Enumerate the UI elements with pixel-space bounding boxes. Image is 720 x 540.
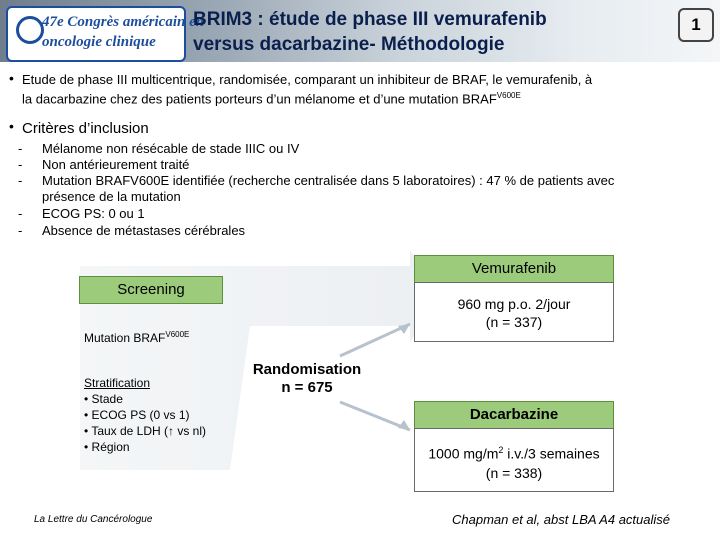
source-citation: Chapman et al, abst LBA A4 actualisé <box>452 512 670 527</box>
dacarbazine-n: (n = 338) <box>485 464 543 481</box>
dacarbazine-arm-box <box>414 428 614 492</box>
title-line-1: BRIM3 : étude de phase III vemurafenib <box>193 9 547 30</box>
arrow-to-vemurafenib <box>340 324 410 356</box>
dash-icon: - <box>18 173 23 188</box>
criterion-item: Non antérieurement traité <box>42 157 190 172</box>
criterion-item: Mutation BRAFV600E identifiée (recherche centralisée dans 5 laboratoires) : 47 % de patients avec <box>42 173 615 188</box>
bullet-dot-icon: • <box>9 70 14 86</box>
study-description-text: la dacarbazine chez des patients porteurs d’un mélanome et d’une mutation BRAF <box>22 91 497 107</box>
stratification-title: Stratification <box>84 376 151 390</box>
mutation-label <box>84 327 189 346</box>
vemurafenib-arm-box <box>414 282 614 342</box>
dash-icon: - <box>18 141 23 156</box>
vemurafenib-dose: 960 mg p.o. 2/jour <box>457 296 571 312</box>
criterion-item: Absence de métastases cérébrales <box>42 223 246 238</box>
dacarbazine-dose-post: i.v./3 semaines <box>503 445 600 462</box>
vemurafenib-n: (n = 337) <box>485 314 543 330</box>
strat-item: • Taux de LDH (↑ vs nl) <box>84 424 207 438</box>
bullet-dot-icon: • <box>9 118 14 134</box>
title-line-2: versus dacarbazine- Méthodologie <box>193 34 505 55</box>
dash-icon: - <box>18 206 23 221</box>
mutation-text: Mutation BRAF <box>84 331 166 345</box>
stratification-block <box>84 375 220 455</box>
randomisation-title: Randomisation <box>252 361 362 378</box>
dacarbazine-dose-superscript: 2 <box>498 445 504 455</box>
dacarbazine-arm-label: Dacarbazine <box>414 401 614 429</box>
strat-item: • Région <box>84 440 130 454</box>
criterion-item: ECOG PS: 0 ou 1 <box>42 206 145 221</box>
strat-item: • Stade <box>84 392 123 406</box>
page-number: 1 <box>678 8 714 42</box>
mutation-superscript: V600E <box>165 330 190 339</box>
dacarbazine-dose <box>415 441 613 464</box>
vemurafenib-arm-label: Vemurafenib <box>414 255 614 283</box>
randomisation-count: n = 675 <box>281 379 333 396</box>
dacarbazine-dose-pre: 1000 mg/m <box>428 445 499 462</box>
strat-item: • ECOG PS (0 vs 1) <box>84 408 190 422</box>
dash-icon: - <box>18 223 23 238</box>
criterion-item-continuation: présence de la mutation <box>42 189 181 204</box>
randomisation-label <box>244 361 370 397</box>
dash-icon: - <box>18 157 23 172</box>
inclusion-heading: Critères d’inclusion <box>22 120 149 137</box>
screening-label: Screening <box>79 276 223 304</box>
study-description-line-1: Etude de phase III multicentrique, randomisée, comparant un inhibiteur de BRAF, le vemurafenib, à <box>22 72 593 87</box>
logo-line-2: oncologie clinique <box>42 34 156 50</box>
logo-line-1: 47e Congrès américain en <box>42 14 205 30</box>
v600e-superscript: V600E <box>496 91 521 100</box>
criterion-item: Mélanome non résécable de stade IIIC ou IV <box>42 141 300 156</box>
arrow-to-dacarbazine <box>340 402 410 430</box>
journal-credit: La Lettre du Cancérologue <box>34 514 153 525</box>
